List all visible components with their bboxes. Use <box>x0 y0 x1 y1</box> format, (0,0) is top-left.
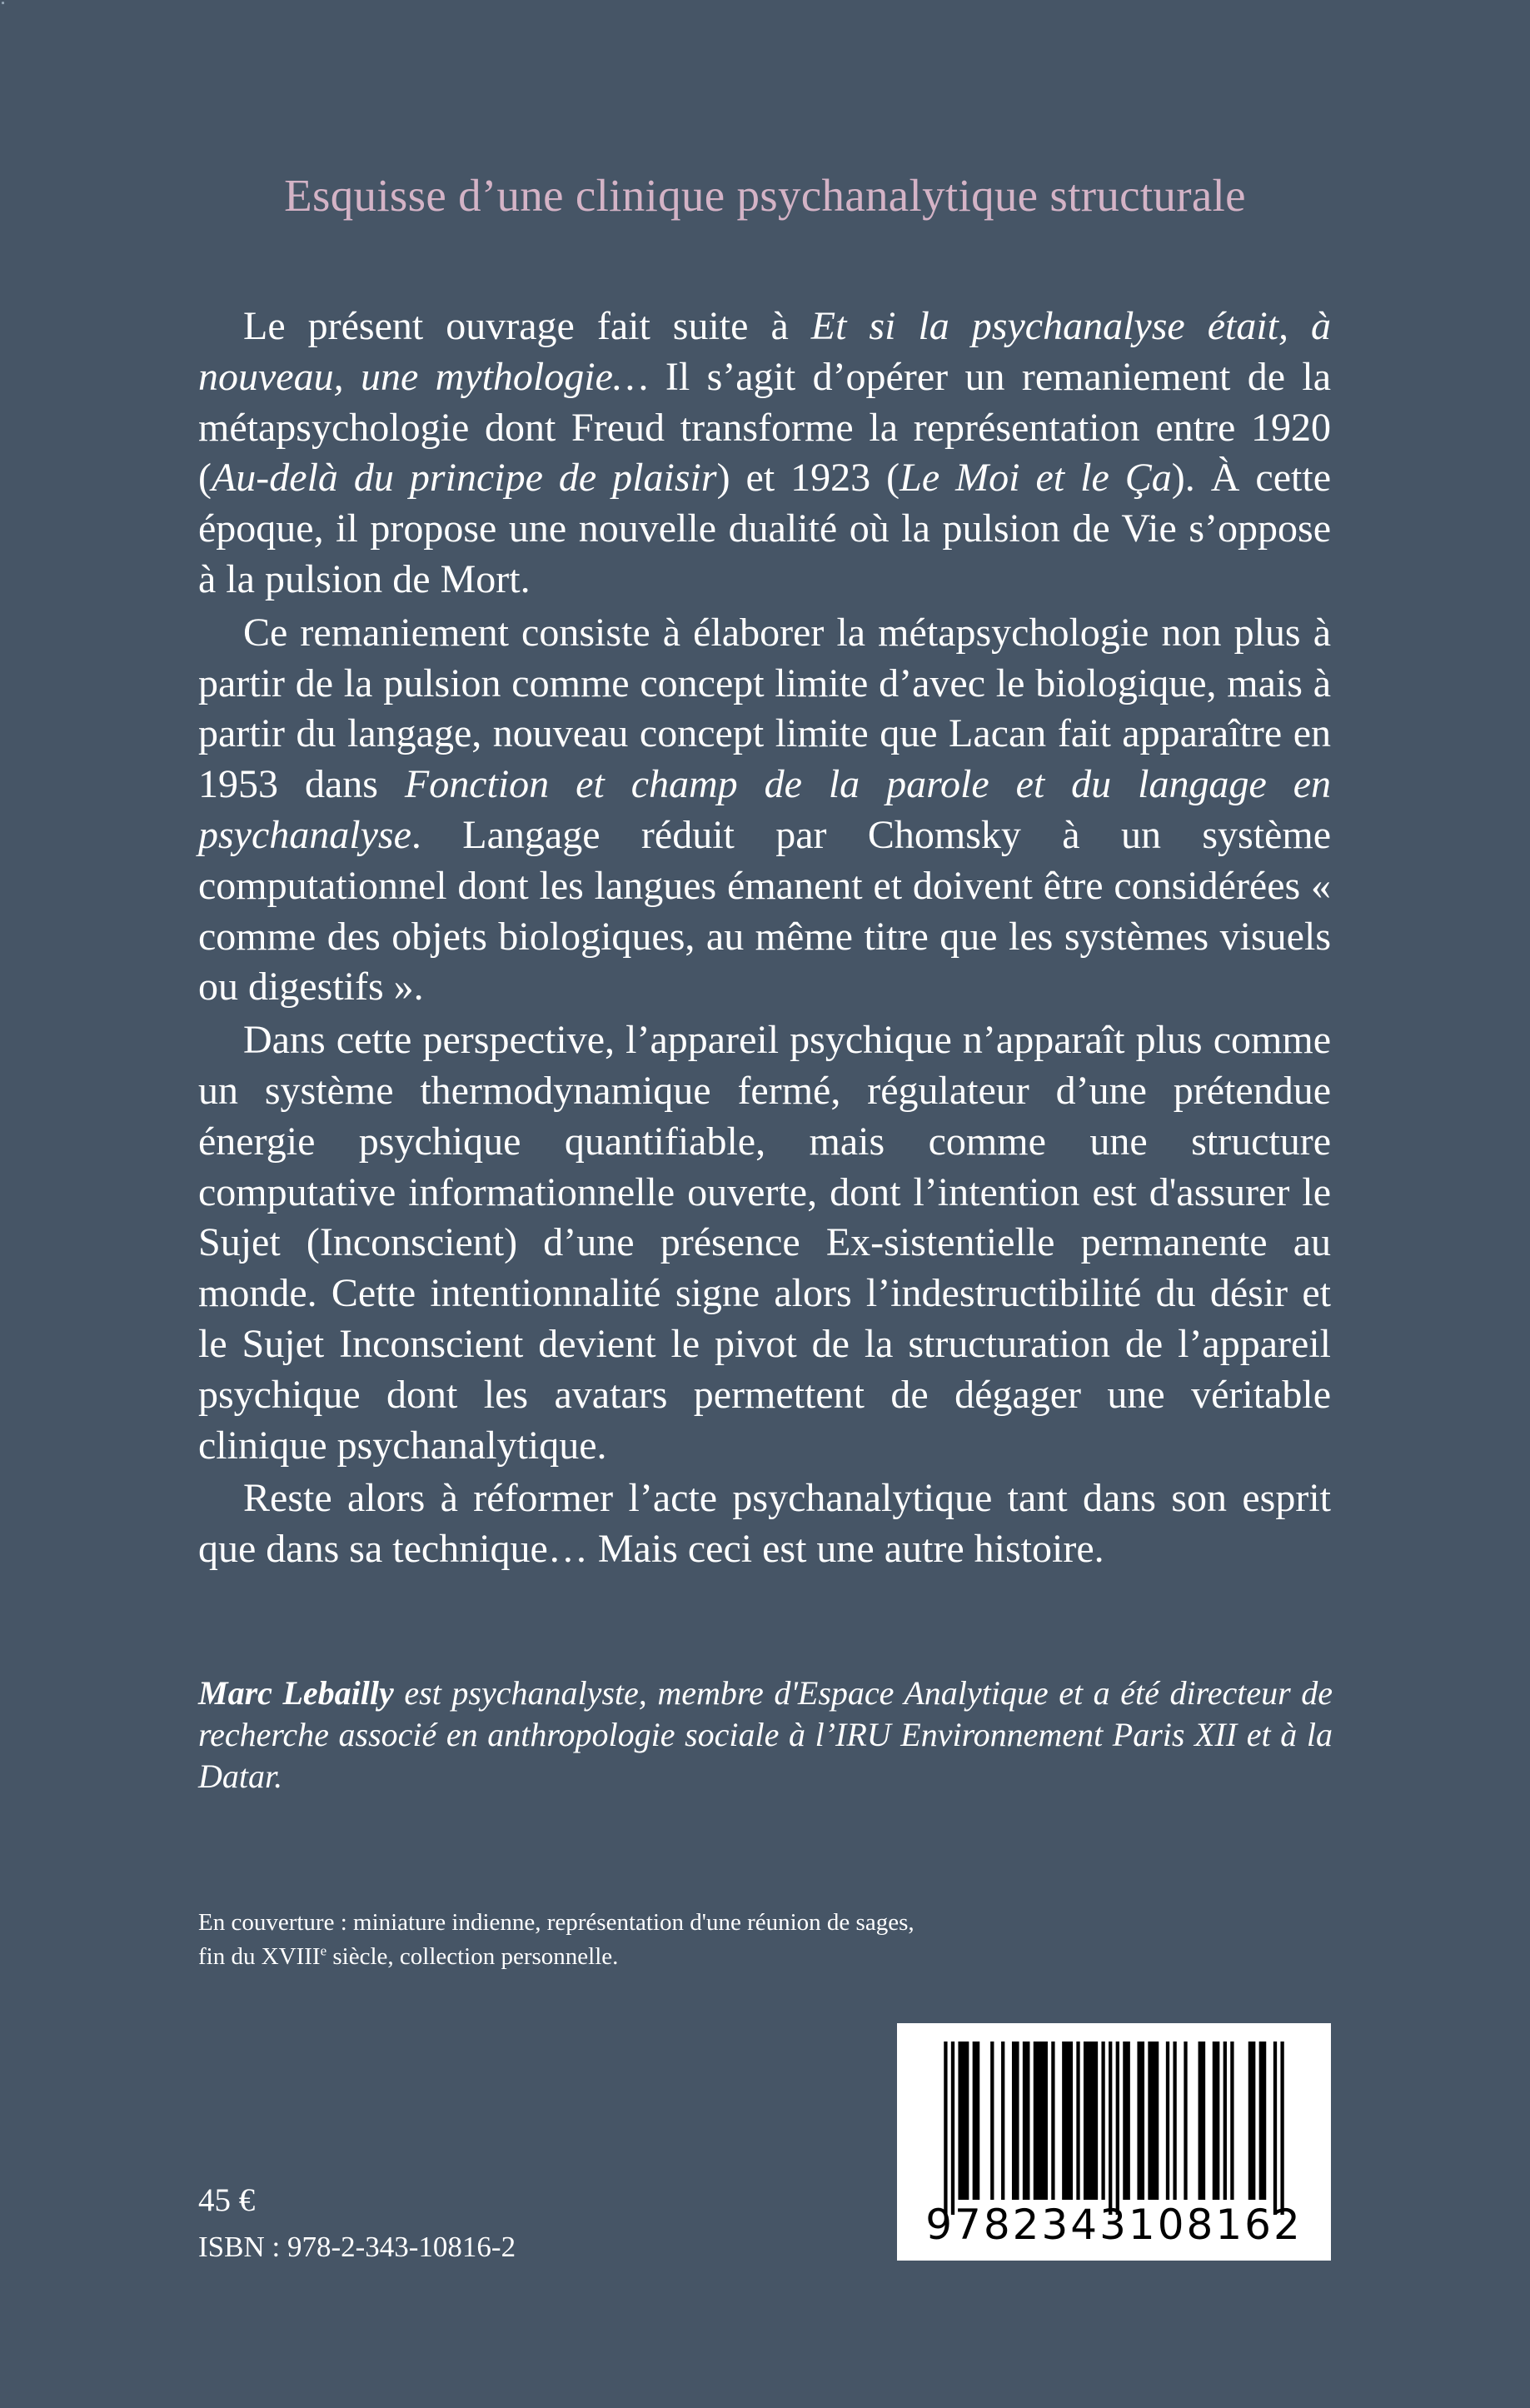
blurb <box>198 302 1331 1578</box>
barcode-digits: 9782343108162 <box>925 2201 1303 2249</box>
author-name: Marc Lebailly <box>198 1674 394 1712</box>
barcode-bar-26 <box>1248 2042 1256 2200</box>
barcode-bar-0 <box>944 2042 947 2215</box>
barcode-bar-9 <box>1051 2042 1054 2200</box>
barcode-bar-17 <box>1137 2042 1144 2200</box>
barcode-bar-14 <box>1109 2042 1112 2215</box>
barcode-bar-4 <box>990 2042 994 2200</box>
barcode-bar-21 <box>1184 2042 1187 2200</box>
barcode-bar-24 <box>1224 2042 1227 2200</box>
barcode-bar-29 <box>1280 2042 1283 2215</box>
barcode-bar-16 <box>1123 2042 1130 2200</box>
isbn: ISBN : 978-2-343-10816-2 <box>198 2231 516 2263</box>
author-bio: Marc Lebailly est psychanalyste, membre d'Espace Analytique et a été directeur de recherche associé en anthropologie sociale à l’IRU Environnement Paris XII et à la Datar. <box>198 1674 1333 1795</box>
barcode-bar-7 <box>1023 2042 1030 2200</box>
barcode-bar-10 <box>1062 2042 1073 2200</box>
barcode-bar-23 <box>1213 2042 1220 2200</box>
barcode-bar-19 <box>1166 2042 1169 2200</box>
barcode-bar-18 <box>1148 2042 1159 2200</box>
price: 45 € <box>198 2182 256 2218</box>
barcode-bar-3 <box>973 2042 980 2200</box>
barcode-bar-12 <box>1084 2042 1098 2200</box>
barcode-bar-2 <box>958 2042 969 2200</box>
barcode-bar-22 <box>1199 2042 1206 2200</box>
barcode-bar-13 <box>1101 2042 1104 2200</box>
barcode-bar-8 <box>1034 2042 1048 2200</box>
barcode-bar-6 <box>1012 2042 1019 2200</box>
blurb-paragraph-1: Le présent ouvrage fait suite à Et si la psychanalyse était, à nouveau, une mythologie… Il s’agit d’opérer un remaniement de la métapsychologie dont Freud transforme la représentation entre 1920 (Au-delà du principe de plaisir) et 1923 (Le Moi et le Ça). À cette époque, il propose une nouvelle dualité où la pulsion de Vie s’oppose à la pulsion de Mort. <box>198 304 1332 601</box>
blurb-paragraph-2: Ce remaniement consiste à élaborer la métapsychologie non plus à partir de la pulsion comme concept limite d’avec le biologique, mais à partir du langage, nouveau concept limite que Lacan fait apparaître en 1953 dans Fonction et champ de la parole et du langage en psychanalyse. Langage réduit par Chomsky à un système computationnel dont les langues émanent et doivent être considérées « comme des objets biologiques, au même titre que les systèmes visuels ou digestifs ». <box>198 610 1332 1010</box>
barcode <box>897 2023 1331 2261</box>
corner-mark <box>2 2 4 4</box>
barcode-bar-27 <box>1259 2042 1267 2200</box>
barcode-bar-5 <box>1001 2042 1004 2200</box>
barcode-bar-28 <box>1273 2042 1277 2215</box>
blurb-paragraph-3: Dans cette perspective, l’appareil psychique n’apparaît plus comme un système thermodynamique fermé, régulateur d’une prétendue énergie psychique quantifiable, mais comme une structure computative informationnelle ouverte, dont l’intention est d'assurer le Sujet (Inconscient) d’une présence Ex-sistentielle permanente au monde. Cette intentionnalité signe alors l’indestructibilité du désir et le Sujet Inconscient devient le pivot de la structuration de l’appareil psychique dont les avatars permettent de dégager une véritable clinique psychanalytique. <box>198 1018 1331 1468</box>
barcode-bar-20 <box>1173 2042 1176 2200</box>
barcode-bar-1 <box>951 2042 954 2215</box>
barcode-bar-15 <box>1116 2042 1119 2215</box>
barcode-bar-25 <box>1230 2042 1233 2200</box>
book-title: Esquisse d’une clinique psychanalytique structurale <box>284 170 1246 221</box>
blurb-paragraph-4: Reste alors à réformer l’acte psychanalytique tant dans son esprit que dans sa technique… Mais ceci est une autre histoire. <box>198 1476 1331 1572</box>
cover-credit: En couverture : miniature indienne, représentation d'une réunion de sages, fin du XVIIIe siècle, collection personnelle. <box>198 1909 915 1970</box>
barcode-bar-11 <box>1076 2042 1079 2200</box>
